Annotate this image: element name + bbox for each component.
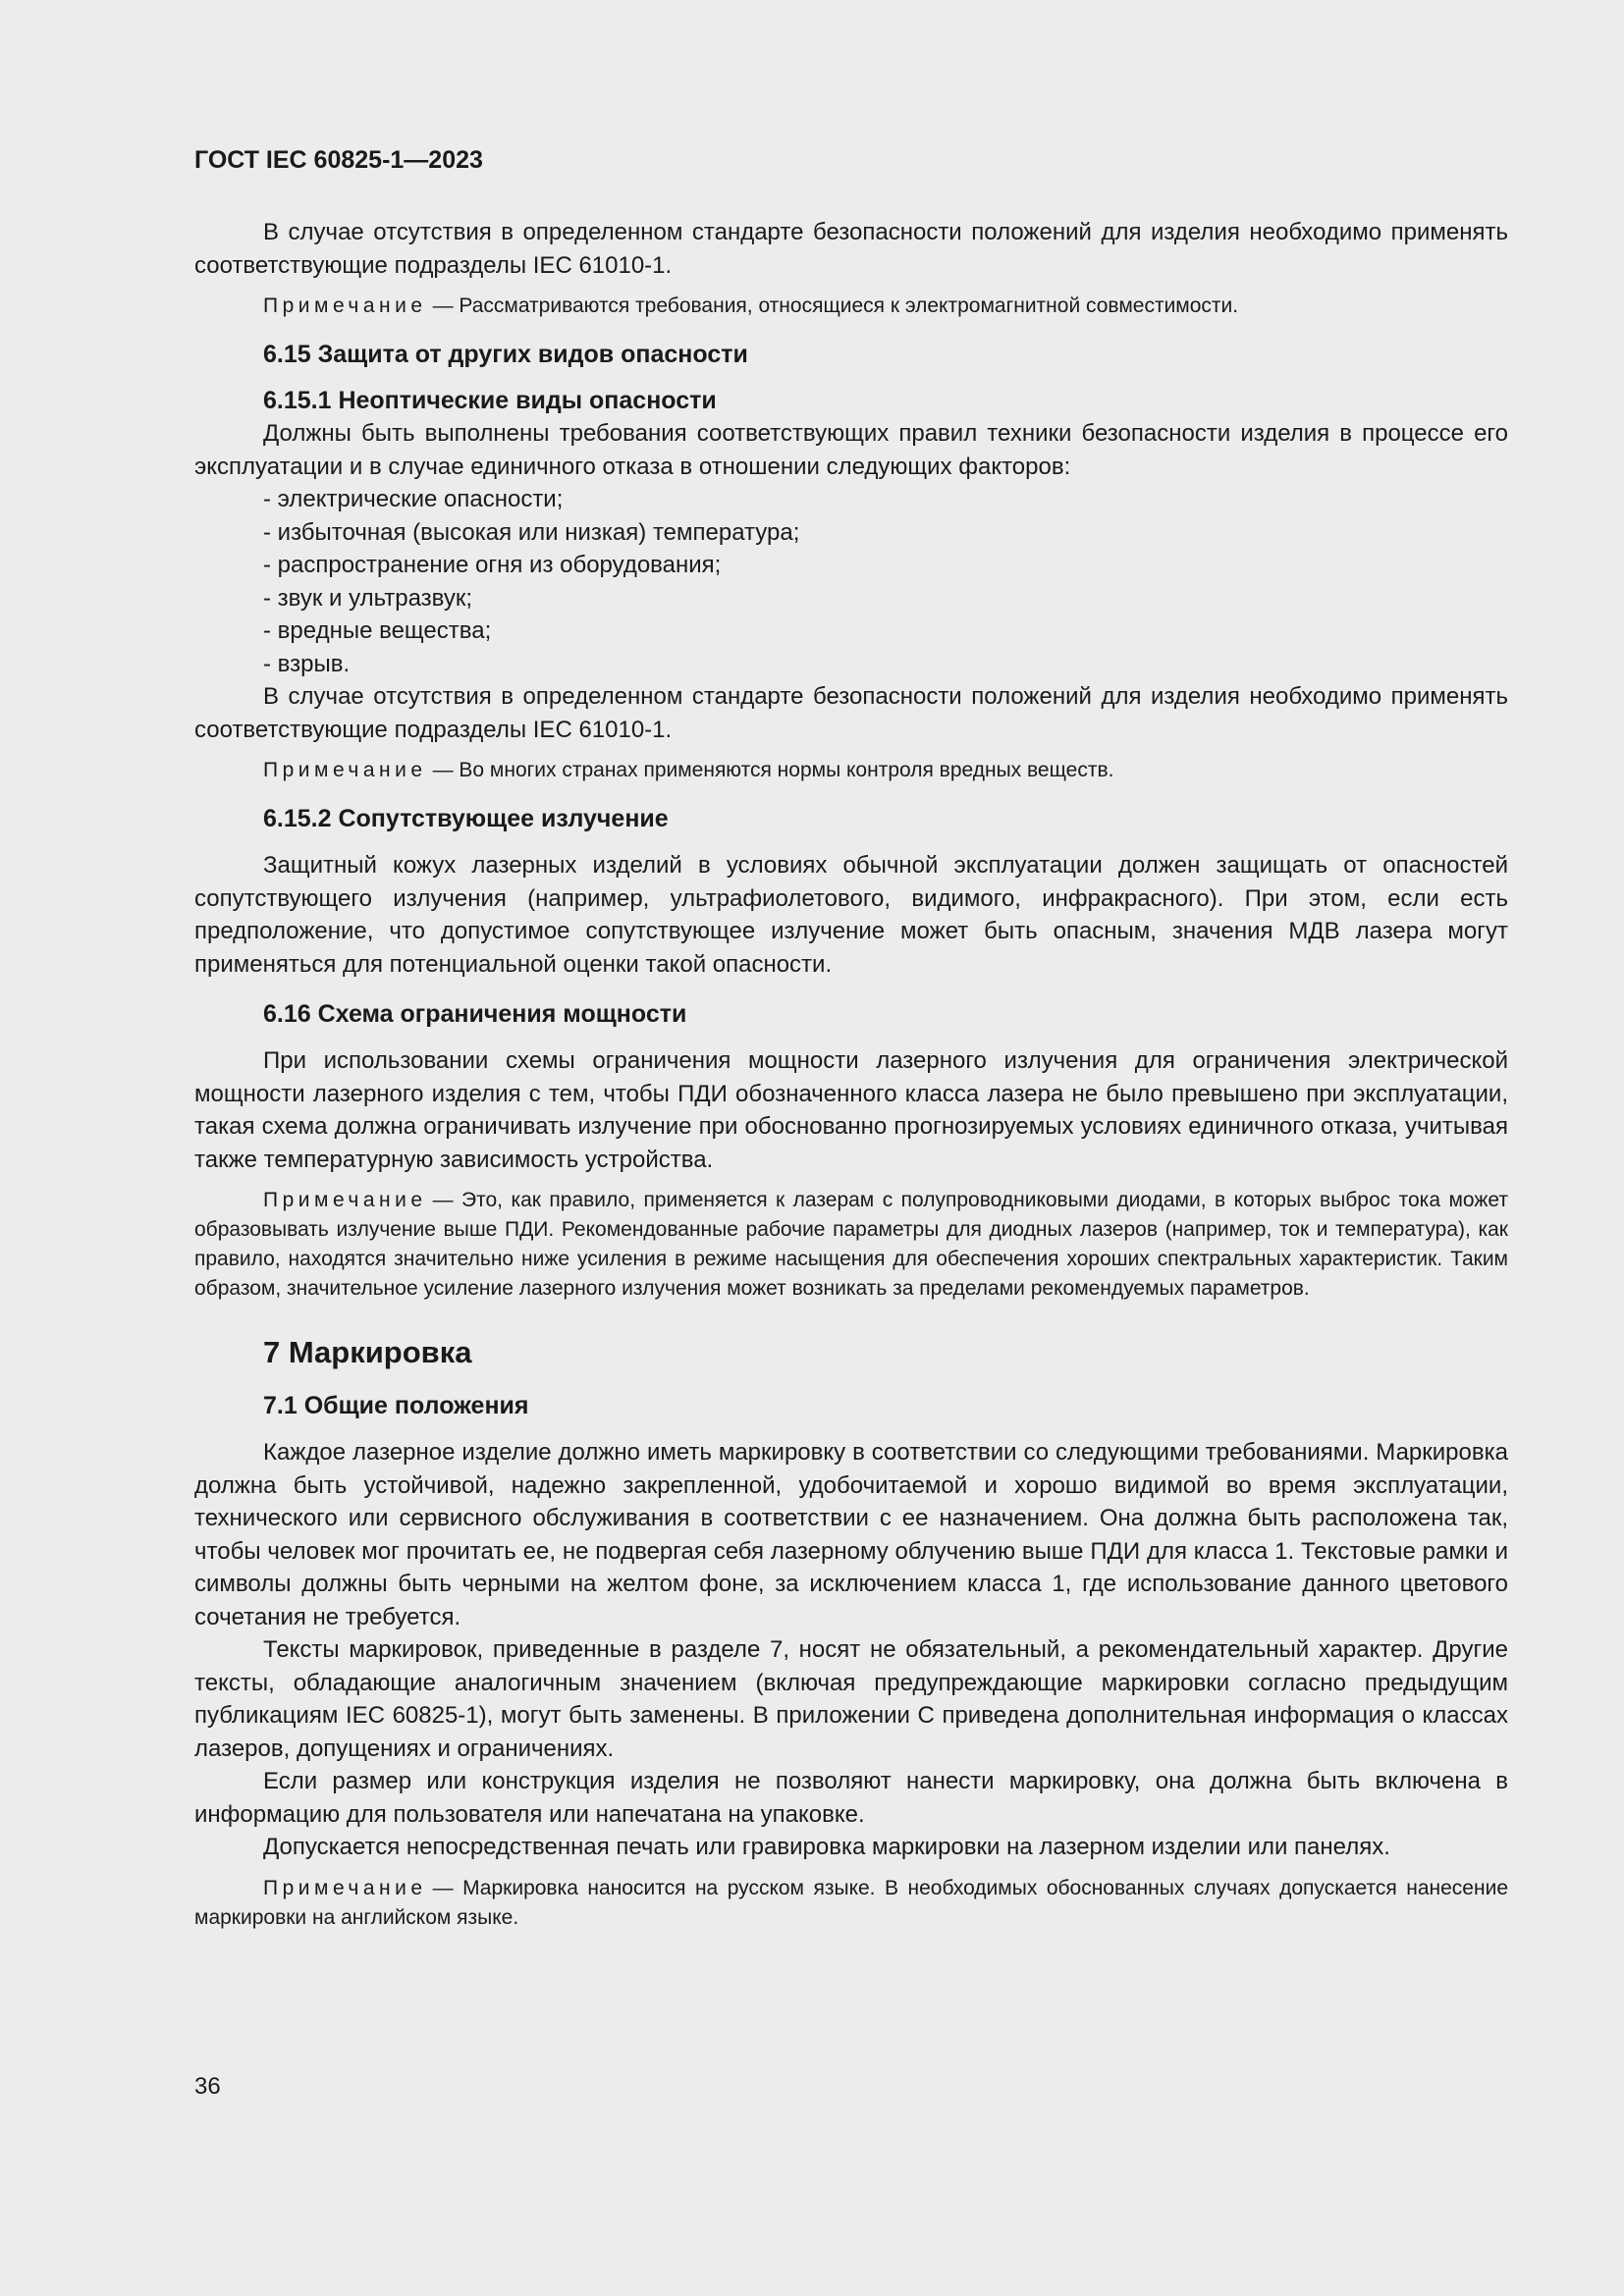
note-label: Примечание [263, 759, 427, 781]
section-7-1-paragraph-3: Если размер или конструкция изделия не позволяют нанести маркировку, она должна быть включена в информацию для пользователя или напечатана на упаковке. [194, 1768, 1508, 1828]
section-6-16-title: 6.16 Схема ограничения мощности [263, 1000, 687, 1028]
note-text: — Маркировка наносится на русском языке. В необходимых обоснованных случаях допускается нанесение маркировки на английском языке. [194, 1876, 1508, 1929]
section-7-1-title: 7.1 Общие положения [263, 1392, 529, 1419]
note-label: Примечание [263, 1876, 427, 1899]
section-6-15-2-title: 6.15.2 Сопутствующее излучение [263, 805, 669, 832]
list-item: - электрические опасности; [263, 486, 564, 512]
section-6-16-note [194, 1186, 1508, 1304]
note-text: — Во многих странах применяются нормы контроля вредных веществ. [432, 759, 1114, 781]
section-7-1-note [194, 1874, 1508, 1933]
page-number: 36 [194, 2073, 221, 2100]
section-6-15-1-note [194, 756, 1508, 785]
list-item: - избыточная (высокая или низкая) температура; [263, 518, 800, 546]
section-6-15-1-paragraph-2: В случае отсутствия в определенном стандарте безопасности положений для изделия необходимо применять соответствующие подразделы IEC 61010-1. [194, 683, 1508, 743]
list-item: - распространение огня из оборудования; [263, 552, 722, 578]
section-6-15-title: 6.15 Защита от других видов опасности [263, 341, 748, 368]
document-header: ГОСТ IEC 60825-1—2023 [194, 146, 483, 174]
section-6-15-2-paragraph: Защитный кожух лазерных изделий в условиях обычной эксплуатации должен защищать от опасностей сопутствующего излучения (например, ультрафиолетового, видимого, инфракрасного). При этом, если есть предположение, что допустимое сопутствующее излучение может быть опасным, значения МДВ лазера могут применяться для потенциальной оценки такой опасности. [194, 852, 1508, 978]
section-7-title: 7 Маркировка [263, 1335, 472, 1369]
note-label: Примечание [263, 1189, 427, 1211]
document-page [194, 145, 1508, 1933]
section-7-1-paragraph-1: Каждое лазерное изделие должно иметь маркировку в соответствии со следующими требованиями. Маркировка должна быть устойчивой, надежно закрепленной, удобочитаемой и хорошо видимой во время эксплуатации, технического или сервисного обслуживания в соответствии с ее назначением. Она должна быть расположена так, чтобы человек мог прочитать ее, не подвергая себя лазерному облучению выше ПДИ для класса 1. Текстовые рамки и символы должны быть черными на желтом фоне, за исключением класса 1, где использование данного цветового сочетания не требуется. [194, 1439, 1508, 1630]
section-7-1-paragraph-4: Допускается непосредственная печать или гравировка маркировки на лазерном изделии или панелях. [263, 1834, 1390, 1860]
note-label: Примечание [263, 294, 427, 317]
intro-note [194, 292, 1508, 321]
list-item: - звук и ультразвук; [263, 584, 473, 612]
list-item: - вредные вещества; [263, 617, 492, 644]
note-text: — Рассматриваются требования, относящиеся к электромагнитной совместимости. [432, 294, 1239, 317]
section-6-15-1-paragraph: Должны быть выполнены требования соответствующих правил техники безопасности изделия в процессе его эксплуатации и в случае единичного отказа в отношении следующих факторов: [194, 420, 1508, 480]
section-6-15-1-title: 6.15.1 Неоптические виды опасности [263, 387, 717, 414]
list-item: - взрыв. [263, 650, 351, 677]
section-6-16-paragraph: При использовании схемы ограничения мощности лазерного излучения для ограничения электрической мощности лазерного изделия с тем, чтобы ПДИ обозначенного класса лазера не было превышено при эксплуатации, такая схема должна ограничивать излучение при обоснованно прогнозируемых условиях единичного отказа, учитывая также температурную зависимость устройства. [194, 1047, 1508, 1173]
note-text: — Это, как правило, применяется к лазерам с полупроводниковыми диодами, в которых выброс тока может образовывать излучение выше ПДИ. Рекомендованные рабочие параметры для диодных лазеров (например, ток и температура), как правило, находятся значительно ниже усиления в режиме насыщения для обеспечения хороших спектральных характеристик. Таким образом, значительное усиление лазерного излучения может возникать за пределами рекомендуемых параметров. [194, 1189, 1508, 1300]
section-7-1-paragraph-2: Тексты маркировок, приведенные в разделе 7, носят не обязательный, а рекомендательный характер. Другие тексты, обладающие аналогичным значением (включая предупреждающие маркировки согласно предыдущим публикациям IEC 60825-1), могут быть заменены. В приложении С приведена дополнительная информация о классах лазеров, допущениях и ограничениях. [194, 1636, 1508, 1762]
intro-paragraph: В случае отсутствия в определенном стандарте безопасности положений для изделия необходимо применять соответствующие подразделы IEC 61010-1. [194, 219, 1508, 279]
